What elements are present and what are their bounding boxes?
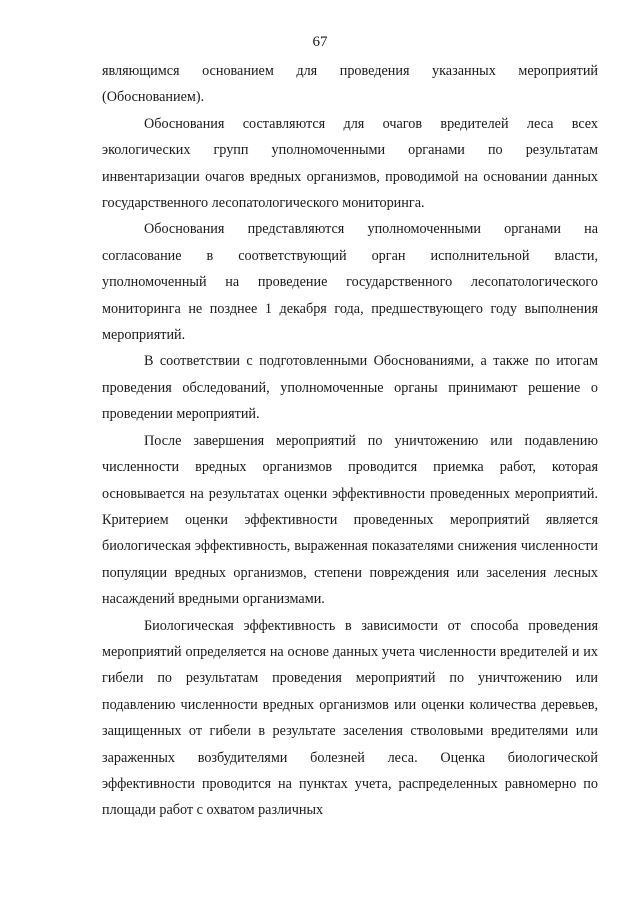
paragraph: После завершения мероприятий по уничтожению или подавлению численности вредных организмов проводится приемка работ, которая основывается на результатах оценки эффективности проведенных мероприятий. Критерием оценки эффективности проведенных мероприятий является биологическая эффективность, выраженная показателями снижения численности популяции вредных организмов, степени повреждения или заселения лесных насаждений вредными организмами. bbox=[102, 432, 598, 608]
paragraph: В соответствии с подготовленными Обоснованиями, а также по итогам проведения обследований, уполномоченные органы принимают решение о проведении мероприятий. bbox=[102, 353, 598, 423]
document-body bbox=[102, 58, 598, 824]
page-number: 67 bbox=[312, 34, 328, 50]
paragraph: являющимся основанием для проведения указанных мероприятий (Обоснованием). bbox=[102, 63, 598, 106]
paragraph: Обоснования составляются для очагов вредителей леса всех экологических групп уполномоченными органами по результатам инвентаризации очагов вредных организмов, проводимой на основании данных государственного лесопатологического мониторинга. bbox=[102, 115, 598, 212]
paragraph: Обоснования представляются уполномоченными органами на согласование в соответствующий орган исполнительной власти, уполномоченный на проведение государственного лесопатологического мониторинга не позднее 1 декабря года, предшествующего году выполнения мероприятий. bbox=[102, 221, 598, 344]
paragraph: Биологическая эффективность в зависимости от способа проведения мероприятий определяется на основе данных учета численности вредителей и их гибели по результатам проведения мероприятий по уничтожению или подавлению численности вредных организмов или оценки количества деревьев, защищенных от гибели в результате заселения стволовыми вредителями или зараженных возбудителями болезней леса. Оценка биологической эффективности проводится на пунктах учета, распределенных равномерно по площади работ с охватом различных bbox=[102, 617, 598, 819]
